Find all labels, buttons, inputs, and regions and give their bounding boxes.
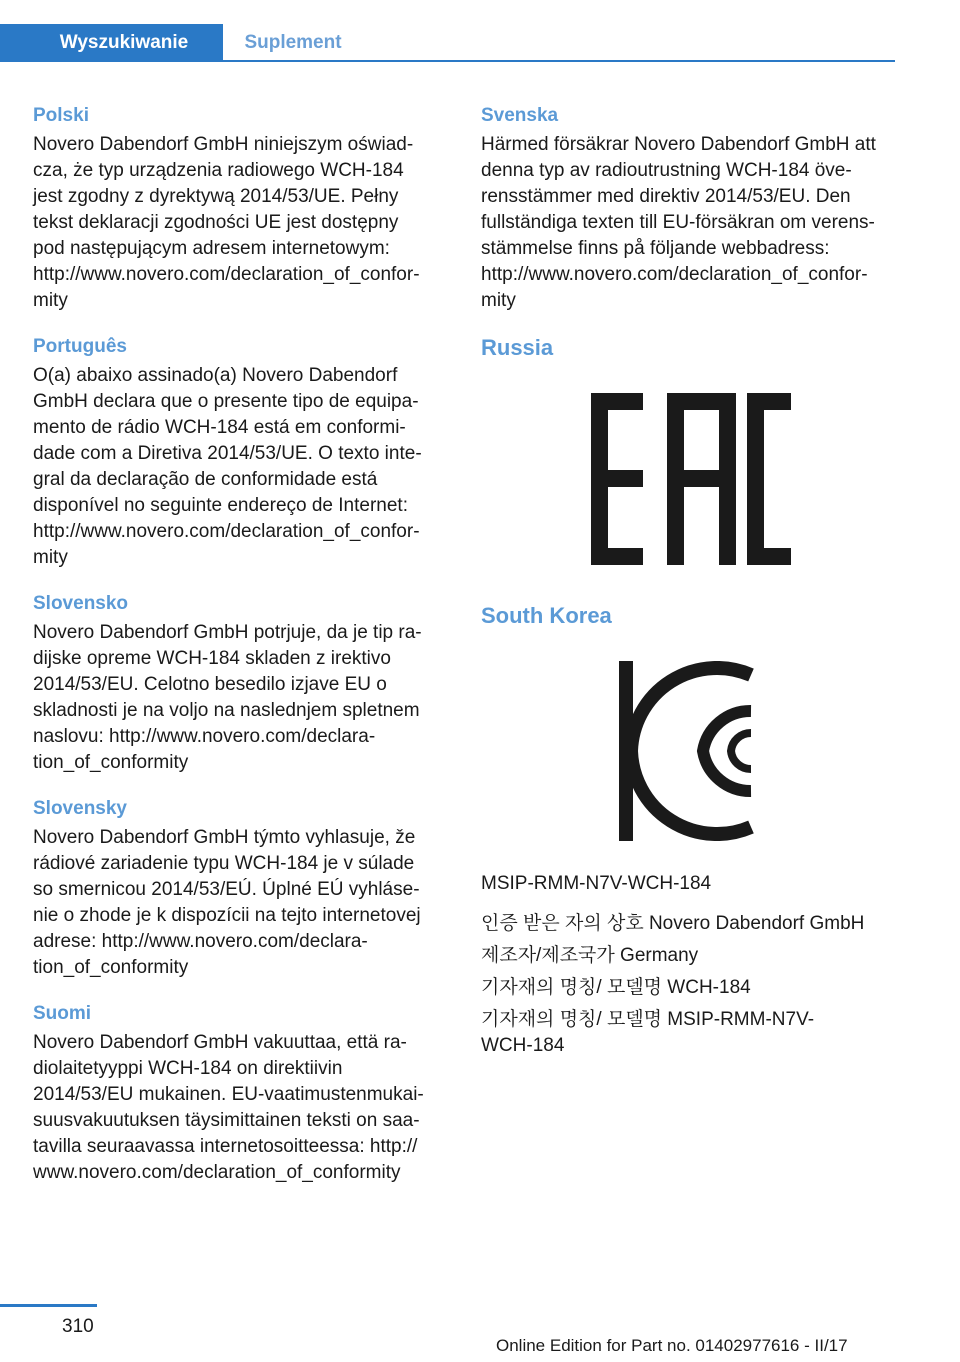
section-slovensko <box>33 590 453 776</box>
section-text: Novero Dabendorf GmbH týmto vyhlasuje, že rádiové zariadenie typu WCH-184 je v súlade so smernicou 2014/53/EÚ. Úplné EÚ vyhláse- nie o zhode je k dispozícii na tejto internetovej adrese: http://www.novero.com/declara- tion_of_conformity <box>33 827 421 978</box>
section-heading: Polski <box>33 105 89 126</box>
tab-search[interactable]: Wyszukiwanie <box>0 24 223 61</box>
section-text: Novero Dabendorf GmbH niniejszym oświad- cza, że typ urządzenia radiowego WCH-184 jest zgodny z dyrektywą 2014/53/UE. Pełny tekst deklaracji zgodności UE jest dostępny pod następującym adresem internetowym: http://www.novero.com/declaration_of_confor- mity <box>33 134 420 311</box>
section-heading: Suomi <box>33 1003 92 1024</box>
section-text: Novero Dabendorf GmbH potrjuje, da je tip ra- dijske opreme WCH-184 skladen z irektivo 2014/53/EU. Celotno besedilo izjave EU o skladnosti je na voljo na naslednjem spletnem naslovu: http://www.novero.com/declara- tion_of_conformity <box>33 622 422 773</box>
section-slovensky <box>33 795 453 981</box>
section-text: Novero Dabendorf GmbH vakuuttaa, että ra- diolaitetyyppi WCH-184 on direktiivin 2014/53/EU mukainen. EU-vaatimustenmukai- suusvakuutuksen täysimittainen teksti on saa- tavilla seuraavassa internetosoitteessa: http:// www.novero.com/declaration_of_conformity <box>33 1032 424 1183</box>
section-text: O(a) abaixo assinado(a) Novero Dabendorf GmbH declara que o presente tipo de equipa- mento de rádio WCH-184 está em conformi- dade com a Diretiva 2014/53/UE. O texto inte- gral da declaração de conformidade está disponível no seguinte endereço de Internet: http://www.novero.com/declaration_of_confor- mity <box>33 365 422 568</box>
korea-model-cert: 기자재의 명칭/ 모델명 MSIP-RMM-N7V- WCH-184 <box>481 1009 815 1056</box>
korea-manufacturer: 제조자/제조국가 Germany <box>481 945 699 966</box>
edition-footer: Online Edition for Part no. 01402977616 - II/17 <box>496 1336 848 1355</box>
tab-supplement[interactable]: Suplement <box>244 32 342 53</box>
section-text: Härmed försäkrar Novero Dabendorf GmbH att denna typ av radioutrustning WCH-184 öve- rensstämmer med direktiv 2014/53/EU. Den fullständiga texten till EU-försäkran om verens- stämmelse finns på följande webbadress: http://www.novero.com/declaration_of_confor- mity <box>481 134 876 311</box>
korea-cert-lines <box>481 871 901 1059</box>
kc-mark-logo <box>619 661 759 841</box>
korea-model-name: 기자재의 명칭/ 모델명 WCH-184 <box>481 977 751 998</box>
russia-heading: Russia <box>481 335 554 360</box>
section-heading: Slovensky <box>33 798 127 819</box>
right-column <box>481 102 901 1065</box>
footer-accent-line <box>0 1304 97 1307</box>
section-portugues <box>33 333 453 571</box>
page-number: 310 <box>62 1316 94 1337</box>
section-suomi <box>33 1000 453 1186</box>
korea-applicant: 인증 받은 자의 상호 Novero Dabendorf GmbH <box>481 913 865 934</box>
left-column <box>33 102 453 1205</box>
south-korea-heading: South Korea <box>481 603 612 628</box>
section-heading: Português <box>33 336 127 357</box>
section-heading: Svenska <box>481 105 559 126</box>
tab-bar-rule <box>0 60 895 62</box>
section-polski <box>33 102 453 314</box>
top-tab-bar <box>0 0 895 62</box>
korea-cert-id: MSIP-RMM-N7V-WCH-184 <box>481 873 712 894</box>
section-heading: Slovensko <box>33 593 129 614</box>
eac-mark-logo <box>591 393 791 565</box>
section-svenska <box>481 102 901 314</box>
